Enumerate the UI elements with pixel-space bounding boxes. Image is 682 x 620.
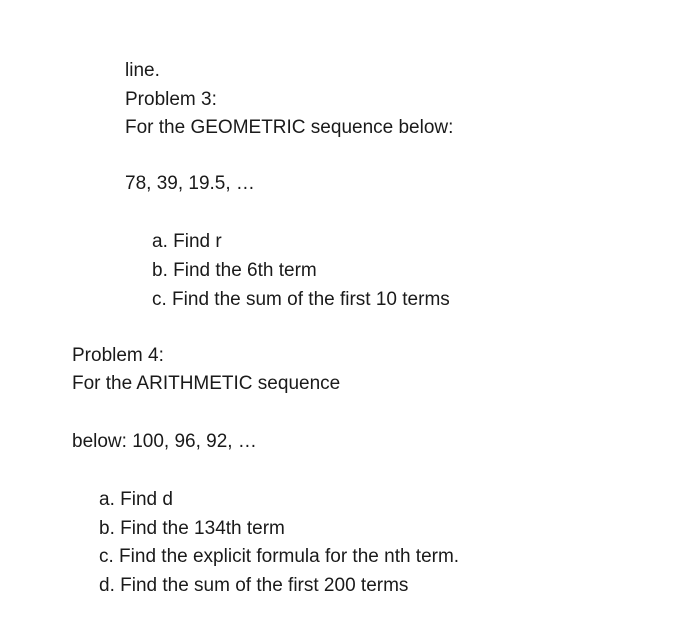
- continued-text: line.: [125, 60, 160, 81]
- problem-3-part-b: b. Find the 6th term: [152, 260, 317, 281]
- problem-4-part-d: d. Find the sum of the first 200 terms: [99, 575, 409, 596]
- problem-3-prompt: For the GEOMETRIC sequence below:: [125, 117, 454, 138]
- problem-4-part-b: b. Find the 134th term: [99, 518, 285, 539]
- problem-4-prompt: For the ARITHMETIC sequence: [72, 373, 341, 394]
- problem-3-part-c: c. Find the sum of the first 10 terms: [152, 289, 450, 310]
- problem-4-heading: Problem 4:: [72, 345, 164, 366]
- problem-4-part-a: a. Find d: [99, 489, 173, 510]
- problem-4-sequence: below: 100, 96, 92, …: [72, 431, 257, 452]
- problem-4-part-c: c. Find the explicit formula for the nth term.: [99, 546, 460, 567]
- problem-3-heading: Problem 3:: [125, 89, 217, 110]
- problem-3-sequence: 78, 39, 19.5, …: [125, 173, 255, 194]
- problem-3-part-a: a. Find r: [152, 231, 222, 252]
